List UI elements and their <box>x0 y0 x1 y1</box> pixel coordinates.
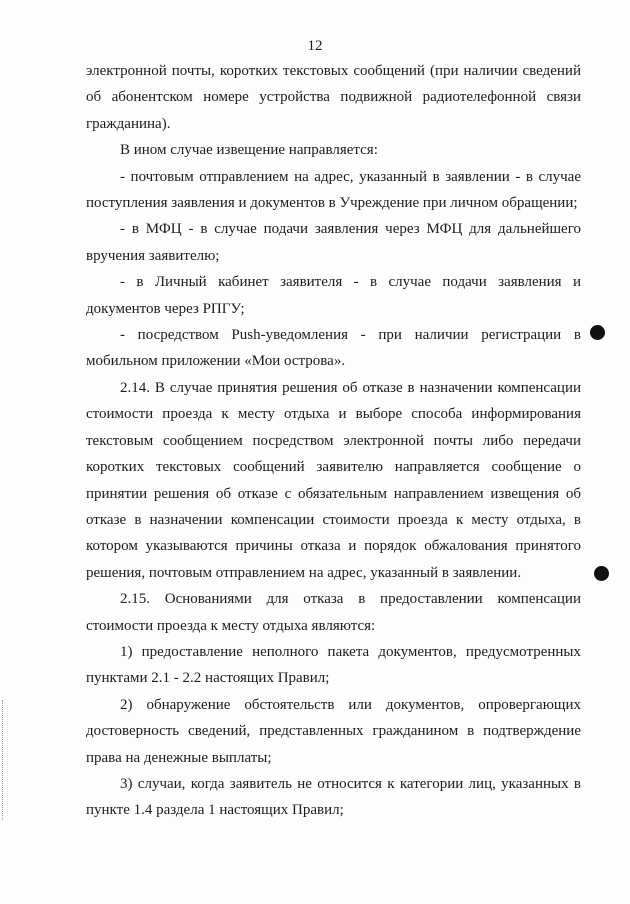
paragraph-ground-3: 3) случаи, когда заявитель не относится к категории лиц, указанных в пункте 1.4 раздела 1 настоящих Правил; <box>86 775 581 819</box>
page-number: 12 <box>307 38 323 54</box>
paragraph-2-14: 2.14. В случае принятия решения об отказе в назначении компенсации стоимости проезда к месту отдыха и выборе способа информирования текстовым сообщением посредством электронной почты либо передачи коротких текстовых сообщений заявителю направляется сообщение о принятии решения об отказе с обязательным направлением извещения об отказе в назначении компенсации стоимости проезда к месту отдыха, в котором указываются причины отказа и порядок обжалования принятого решения, почтовым отправлением на адрес, указанный в заявлении. <box>86 379 581 581</box>
paragraph-notice-mail: - почтовым отправлением на адрес, указанный в заявлении - в случае поступления заявления и документов в Учреждение при личном обращении; <box>86 168 581 212</box>
scan-edge-marks <box>2 700 5 820</box>
punch-hole-mark <box>594 566 609 581</box>
paragraph-ground-1: 1) предоставление неполного пакета документов, предусмотренных пунктами 2.1 - 2.2 настоящих Правил; <box>86 643 581 687</box>
document-body <box>86 58 581 824</box>
paragraph-2-15: 2.15. Основаниями для отказа в предоставлении компенсации стоимости проезда к месту отдыха являются: <box>86 591 581 634</box>
paragraph-notice-cabinet: - в Личный кабинет заявителя - в случае подачи заявления и документов через РПГУ; <box>86 274 581 317</box>
paragraph-notice-mfc: - в МФЦ - в случае подачи заявления через МФЦ для дальнейшего вручения заявителю; <box>86 221 581 264</box>
paragraph-ground-2: 2) обнаружение обстоятельств или документов, опровергающих достоверность сведений, представленных гражданином в подтверждение права на денежные выплаты; <box>86 696 581 766</box>
paragraph-notice-intro: В ином случае извещение направляется: <box>120 142 378 159</box>
paragraph-notice-push: - посредством Push-уведомления - при наличии регистрации в мобильном приложении «Мои острова». <box>86 327 581 370</box>
paragraph-continuation: электронной почты, коротких текстовых сообщений (при наличии сведений об абонентском номере устройства подвижной радиотелефонной связи гражданина). <box>86 63 581 132</box>
punch-hole-mark <box>590 325 605 340</box>
